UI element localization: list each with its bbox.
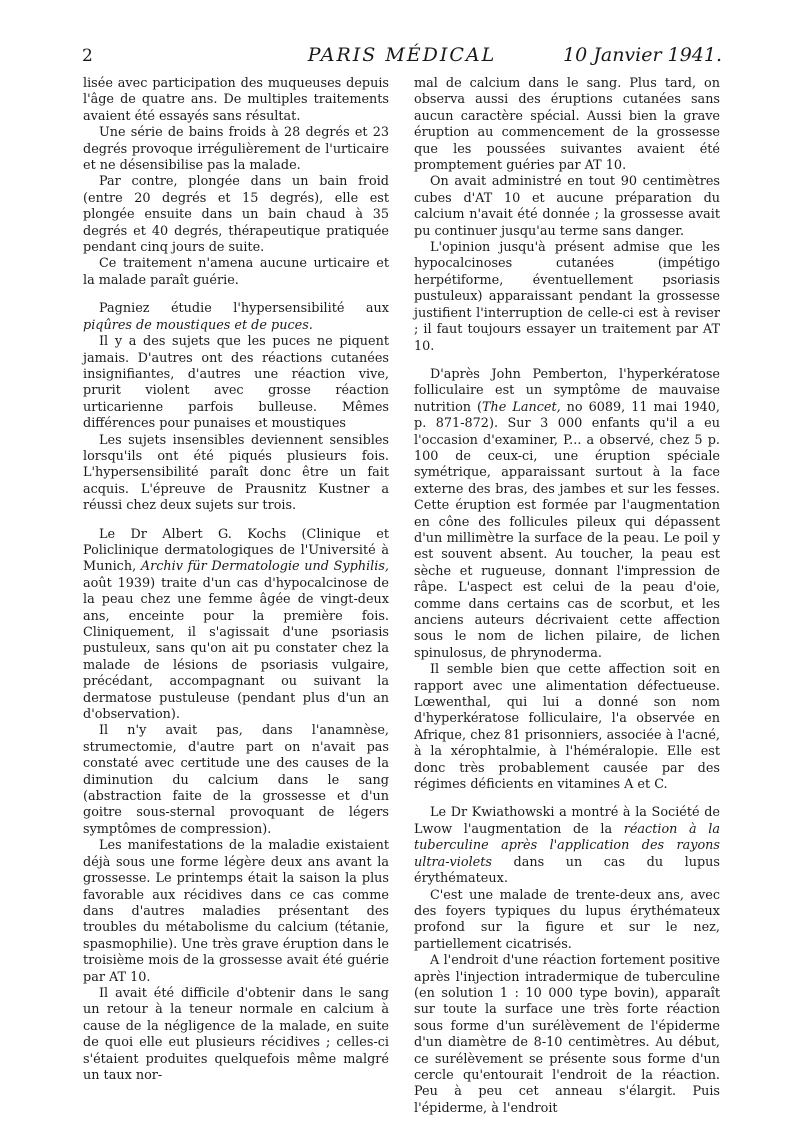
issue-date: 10 Janvier 1941. (563, 44, 722, 66)
text-run: dans un cas du lupus érythémateux. (414, 854, 720, 887)
text-run: no 6089, 11 mai 1940, p. 871-872). Sur 3 000 enfants qu'il a eu l'occasion d'examiner, P... a observé, chez 5 p. 100 de ceux-ci, une éruption spéciale symétrique, apparaissant surtout à la face externe des bras, des jambes et sur les fesses. Cette éruption est formée par l'augmentation en cône des follicules pileux qui dépassent d'un millimètre la surface de la peau. Le poil y est souvent absent. Au toucher, la peau est sèche et rugueuse, donnant l'impression de râpe. L'aspect est celui de la peau d'oie, comme dans certains cas de scorbut, et les anciens auteurs décrivaient cette affection sous le nom de lichen pilaire, de lichen spinulosus, de phrynoderma. (414, 399, 721, 661)
page-number: 2 (82, 46, 93, 66)
text-run: Le Dr Albert G. Kochs (Clinique et Policlinique dermatologiques de l'Université à Munich, (83, 526, 389, 575)
paragraph: mal de calcium dans le sang. Plus tard, on observa aussi des éruptions cutanées sans aucun caractère spécial. Aussi bien la grave éruption au commencement de la grossesse que les poussées suivantes avaient été promptement guéries par AT 10. (414, 76, 720, 174)
paragraph: Il avait été difficile d'obtenir dans le sang un retour à la teneur normale en calcium à cause de la négligence de la malade, en suite de quoi elle eut plusieurs récidives ; celles-ci s'étaient produites quelquefois même malgré un taux nor- (83, 985, 389, 1083)
paragraph (414, 367, 720, 662)
paragraph: lisée avec participation des muqueuses depuis l'âge de quatre ans. De multiples traitements avaient été essayés sans résultat. (83, 76, 389, 124)
journal-title: PARIS MÉDICAL (307, 44, 497, 66)
paragraph: C'est une malade de trente-deux ans, avec des foyers typiques du lupus érythémateux profond sur la figure et sur le nez, partiellement cicatrisés. (414, 887, 720, 952)
paragraph: Les sujets insensibles deviennent sensibles lorsqu'ils ont été piqués plusieurs fois. L'hypersensibilité paraît donc être un fait acquis. L'épreuve de Prausnitz Kustner a réussi chez deux sujets sur trois. (83, 432, 389, 514)
paragraph: L'opinion jusqu'à présent admise que les hypocalcinoses cutanées (impétigo herpétiforme, éventuellement psoriasis pustuleux) apparaissant pendant la grossesse justifient l'interruption de celle-ci est à reviser ; il faut toujours essayer un traitement par AT 10. (414, 240, 720, 354)
running-header (82, 44, 722, 74)
right-column (414, 76, 720, 1117)
left-column (83, 76, 389, 1084)
paragraph (83, 301, 389, 334)
italic-run: réaction à la tuberculine après l'application des rayons ultra-violets (414, 821, 721, 870)
paragraph: Il semble bien que cette affection soit en rapport avec une alimentation défectueuse. Lœwenthal, qui lui a donné son nom d'hyperkératose folliculaire, l'a observée en Afrique, chez 81 prisonniers, associée à l'acné, à la xérophtalmie, à l'héméralopie. Elle est donc très probablement causée par des régimes déficients en vitamines A et C. (414, 662, 720, 793)
paragraph: Ce traitement n'amena aucune urticaire et la malade paraît guérie. (83, 256, 389, 288)
italic-run: The Lancet, (482, 399, 561, 415)
paragraph: Il n'y avait pas, dans l'anamnèse, strumectomie, d'autre part on n'avait pas constaté avec certitude une des causes de la diminution du calcium dans le sang (abstraction faite de la grossesse et d'un goitre sous-sternal provoquant de légers symptômes de compression). (83, 723, 389, 837)
text-run: août 1939) traite d'un cas d'hypocalcinose de la peau chez une femme âgée de vingt-deux ans, enceinte pour la première fois. Cliniquement, il s'agissait d'une psoriasis pustuleux, sans qu'on ait pu constater chez la malade de lésions de psoriasis vulgaire, précédant, accompagnant ou suivant la dermatose pustuleuse (pendant plus d'un an d'observation). (83, 575, 389, 723)
text-run: D'après John Pemberton, l'hyperkératose folliculaire est un symptôme de mauvaise nutrition ( (414, 366, 720, 415)
italic-run: Archiv für Dermatologie und Syphilis, (140, 559, 389, 575)
paragraph: A l'endroit d'une réaction fortement positive après l'injection intradermique de tuberculine (en solution 1 : 10 000 type bovin), apparaît sur toute la surface une très forte réaction sous forme d'un surélèvement de l'épiderme d'un diamètre de 8-10 centimètres. Au début, ce surélèvement se présente sous forme d'un cercle qu'entourait l'endroit de la réaction. Peu à peu cet anneau s'élargit. Puis l'épiderme, à l'endroit (414, 953, 720, 1116)
paragraph: On avait administré en tout 90 centimètres cubes d'AT 10 et aucune préparation du calcium n'avait été donnée ; la grossesse avait pu continuer jusqu'au terme sans danger. (414, 174, 720, 239)
text-run: Le Dr Kwiathowski a montré à la Société de Lwow l'augmentation de la (414, 805, 720, 837)
paragraph: Une série de bains froids à 28 degrés et 23 degrés provoque irrégulièrement de l'urticaire et ne désensibilise pas la malade. (83, 125, 389, 174)
paragraph: Par contre, plongée dans un bain froid (entre 20 degrés et 15 degrés), elle est plongée ensuite dans un bain chaud à 35 degrés et 40 degrés, thérapeutique pratiquée pendant cinq jours de suite. (83, 174, 389, 256)
paragraph (83, 527, 389, 724)
text-run: Pagniez étudie l'hypersensibilité aux (99, 301, 389, 317)
paragraph (414, 805, 720, 887)
italic-run: piqûres de moustiques et de puces. (83, 317, 313, 333)
paragraph: Les manifestations de la maladie existaient déjà sous une forme légère deux ans avant la grossesse. Le printemps était la saison la plus favorable aux récidives dans ce cas comme dans d'autres maladies présentant des troubles du métabolisme du calcium (tétanie, spasmophilie). Une très grave éruption dans le troisième mois de la grossesse avait été guérie par AT 10. (83, 838, 389, 985)
paragraph: Il y a des sujets que les puces ne piquent jamais. D'autres ont des réactions cutanées insignifiantes, d'autres une réaction vive, prurit violent avec grosse réaction urticarienne parfois bulleuse. Mêmes différences pour punaises et moustiques (83, 334, 389, 432)
